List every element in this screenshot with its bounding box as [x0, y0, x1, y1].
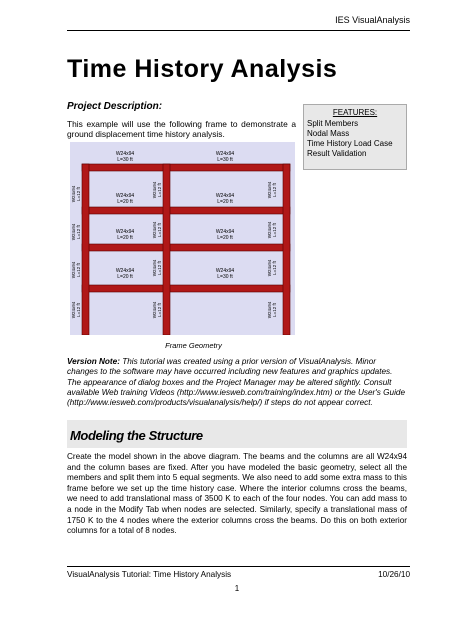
header-rule: [67, 30, 410, 31]
frame-geometry-figure: [70, 142, 295, 335]
version-note-label: Version Note:: [67, 357, 120, 366]
column-label: W24x94: [152, 259, 157, 277]
column-label: W24x94: [71, 223, 76, 241]
beam-length: L=30 ft: [217, 274, 233, 280]
beam-level-4: [82, 164, 290, 171]
beam-length: L=30 ft: [217, 157, 233, 163]
footer-title: VisualAnalysis Tutorial: Time History Analysis: [67, 570, 232, 579]
beam-level-3: [82, 207, 290, 214]
column-label: W24x94: [267, 301, 272, 319]
beam-label: W24x94: [115, 268, 135, 274]
column-length: L=12 ft: [76, 263, 81, 277]
column-length: L=12 ft: [76, 303, 81, 317]
beam-level-1: [82, 285, 290, 292]
beam-label: W24x94: [215, 229, 235, 235]
column-label: W24x94: [267, 221, 272, 239]
column-label: W24x94: [267, 181, 272, 199]
beam-label: W24x94: [215, 268, 235, 274]
column-label: W24x94: [71, 301, 76, 319]
column-length: L=12 ft: [272, 303, 277, 317]
column-label: W24x94: [71, 261, 76, 279]
page-title: Time History Analysis: [67, 55, 338, 83]
column-length: L=12 ft: [76, 187, 81, 201]
feature-item: Result Validation: [307, 149, 367, 158]
page-number: 1: [234, 584, 240, 593]
feature-item: Split Members: [307, 119, 359, 128]
section-title: Modeling the Structure: [70, 428, 203, 443]
beam-length: L=20 ft: [217, 235, 233, 241]
beam-label: W24x94: [215, 193, 235, 199]
column-length: L=12 ft: [157, 261, 162, 275]
column-label: W24x94: [152, 181, 157, 199]
column-label: W24x94: [71, 185, 76, 203]
feature-item: Nodal Mass: [307, 129, 350, 138]
section-text: Create the model shown in the above diagram. The beams and the columns are all W24x94 and the column bases are fixed. After you have modeled the basic geometry, select all the members and split them into 5 equal segments. We also need to add some extra mass to this frame before we set up the time history case. Where the interior columns cross the beams, we need to add translational mass of 3500 K to each of the four nodes. You can add mass to a node in the Modify Tab when nodes are selected. Similarly, specify a translational mass of 1750 K to the 4 nodes where the exterior columns cross the beams. Do this on both exterior columns for a total of 8 nodes.: [67, 452, 407, 536]
column-label: W24x94: [267, 259, 272, 277]
column-length: L=12 ft: [272, 261, 277, 275]
beam-length: L=20 ft: [217, 199, 233, 205]
column-length: L=12 ft: [76, 225, 81, 239]
feature-item: Time History Load Case: [307, 139, 393, 148]
footer-rule: [67, 566, 410, 567]
column-length: L=12 ft: [272, 223, 277, 237]
column-length: L=12 ft: [157, 223, 162, 237]
beam-length: L=20 ft: [117, 199, 133, 205]
beam-label: W24x94: [115, 229, 135, 235]
beam-label: W24x94: [215, 151, 235, 157]
column-length: L=12 ft: [272, 183, 277, 197]
project-text: This example will use the following frame to demonstrate a ground displacement time history analysis.: [67, 119, 296, 139]
beam-length: L=20 ft: [117, 274, 133, 280]
column-length: L=12 ft: [157, 303, 162, 317]
beam-length: L=30 ft: [117, 157, 133, 163]
column-left: [82, 164, 89, 335]
beam-label: W24x94: [115, 193, 135, 199]
version-note-text: This tutorial was created using a prior version of VisualAnalysis. Minor changes to the software may have occurred including new features and graphics updates. The appearance of dialog boxes and the Project Manager may be altered slightly. Consult available Web training Videos (http://www.iesweb.com/training/index.htm) or the User's Guide (http://www.iesweb.com/products/visualanalysis/help/) if steps do not appear correct.: [67, 357, 406, 408]
column-mid: [163, 164, 170, 335]
figure-caption: Frame Geometry: [165, 341, 222, 350]
column-label: W24x94: [152, 301, 157, 319]
project-heading: Project Description:: [67, 101, 163, 112]
column-right: [283, 164, 290, 335]
version-note: [67, 357, 407, 408]
column-label: W24x94: [152, 221, 157, 239]
column-length: L=12 ft: [157, 183, 162, 197]
features-heading: FEATURES:: [332, 108, 378, 117]
features-box: [303, 104, 407, 170]
beam-length: L=20 ft: [117, 235, 133, 241]
header-product: IES VisualAnalysis: [335, 15, 410, 25]
footer-date: 10/26/10: [378, 570, 410, 579]
beam-level-2: [82, 244, 290, 251]
beam-label: W24x94: [115, 151, 135, 157]
